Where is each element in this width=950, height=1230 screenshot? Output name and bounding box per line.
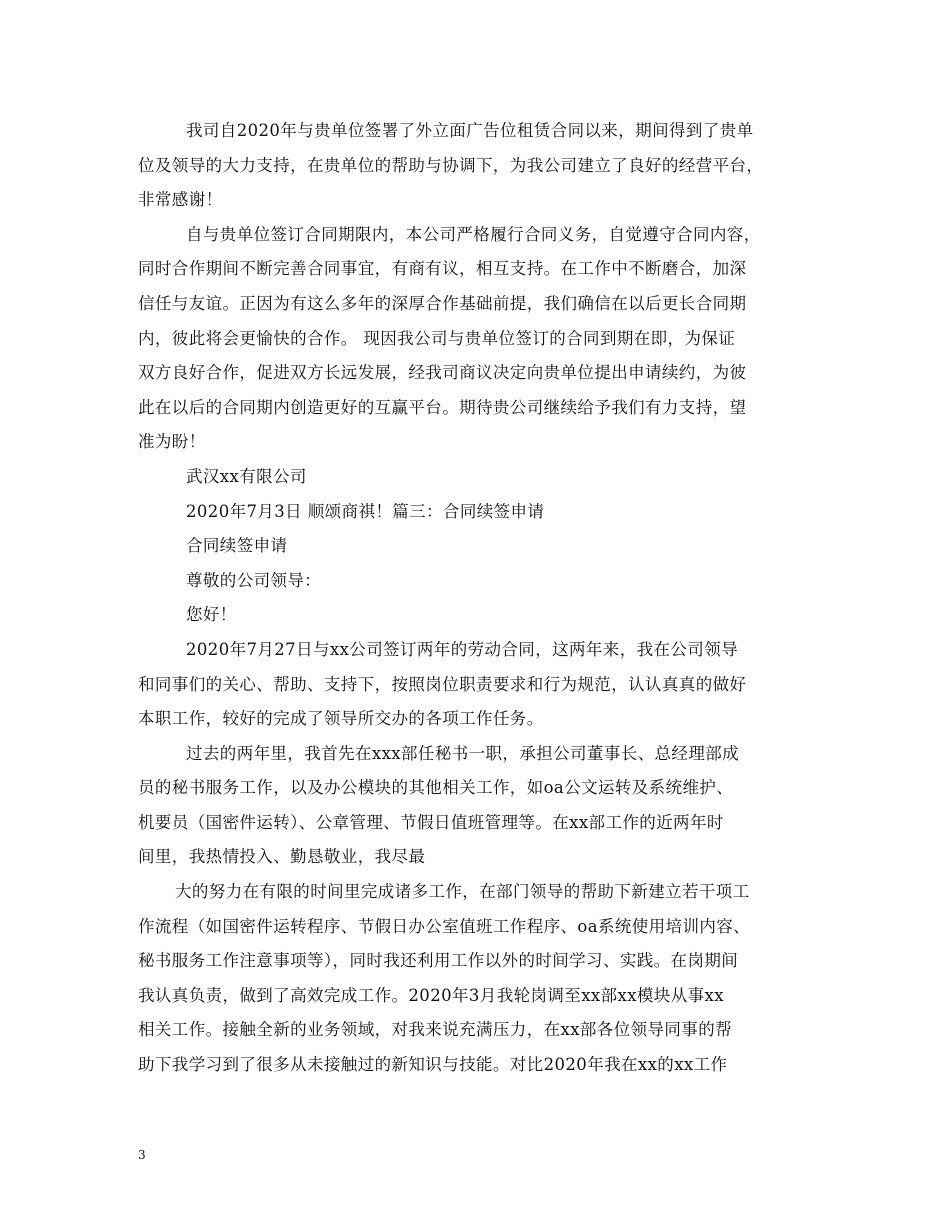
text-line: 同时合作期间不断完善合同事宜，有商有议，相互支持。在工作中不断磨合，加深 [138, 259, 747, 279]
text-line: 大的努力在有限的时间里完成诸多工作，在部门领导的帮助下新建立若干项工 [175, 882, 750, 902]
text-line: 秘书服务工作注意事项等），同时我还利用工作以外的时间学习、实践。在岗期间 [138, 951, 739, 971]
page-number: 3 [138, 1148, 146, 1162]
text-line: 2020年7月27日与xx公司签订两年的劳动合同，这两年来，我在公司领导 [186, 639, 738, 659]
text-line: 机要员（国密件运转）、公章管理、节假日值班管理等。在xx部工作的近两年时 [138, 812, 724, 832]
text-line: 我认真负责，做到了高效完成工作。2020年3月我轮岗调至xx部xx模块从事xx [138, 985, 724, 1005]
salutation: 尊敬的公司领导： [186, 570, 322, 590]
text-line: 本职工作，较好的完成了领导所交办的各项工作任务。 [138, 709, 544, 729]
text-line: 相关工作。接触全新的业务领域，对我来说充满压力，在xx部各位领导同事的帮 [138, 1020, 733, 1040]
text-line: 间里，我热情投入、勤恳敬业，我尽最 [138, 847, 426, 867]
text-line: 我司自2020年与贵单位签署了外立面广告位租赁合同以来，期间得到了贵单 [186, 121, 754, 140]
text-line: 员的秘书服务工作，以及办公模块的其他相关工作，如oa公文运转及系统维护、 [138, 778, 734, 798]
signature-date: 2020年7月3日 顺颂商祺！篇三：合同续签申请 [186, 501, 545, 521]
signature-company: 武汉xx有限公司 [186, 466, 307, 486]
text-line: 内，彼此将会更愉快的合作。 现因我公司与贵单位签订的合同到期在即，为保证 [138, 328, 736, 348]
document-body [138, 114, 814, 1083]
text-line: 信任与友谊。正因为有这么多年的深厚合作基础前提，我们确信在以后更长合同期 [138, 293, 747, 313]
text-line: 准为盼！ [138, 432, 206, 452]
text-line: 作流程（如国密件运转程序、节假日办公室值班工作程序、oa系统使用培训内容、 [138, 916, 751, 936]
greeting: 您好！ [186, 605, 237, 625]
text-line: 自与贵单位签订合同期限内，本公司严格履行合同义务，自觉遵守合同内容， [186, 224, 761, 244]
section-title: 合同续签申请 [186, 536, 288, 556]
text-line: 此在以后的合同期内创造更好的互赢平台。期待贵公司继续给予我们有力支持，望 [138, 397, 747, 417]
text-line: 助下我学习到了很多从未接触过的新知识与技能。对比2020年我在xx的xx工作 [138, 1055, 728, 1075]
text-line: 和同事们的关心、帮助、支持下，按照岗位职责要求和行为规范，认认真真的做好 [138, 674, 747, 694]
text-line: 双方良好合作，促进双方长远发展，经我司商议决定向贵单位提出申请续约，为彼 [138, 363, 747, 383]
text-line: 位及领导的大力支持，在贵单位的帮助与协调下，为我公司建立了良好的经营平台， [138, 155, 764, 175]
text-line: 非常感谢！ [138, 190, 223, 210]
text-line: 过去的两年里，我首先在xxx部任秘书一职，承担公司董事长、总经理部成 [186, 743, 740, 763]
